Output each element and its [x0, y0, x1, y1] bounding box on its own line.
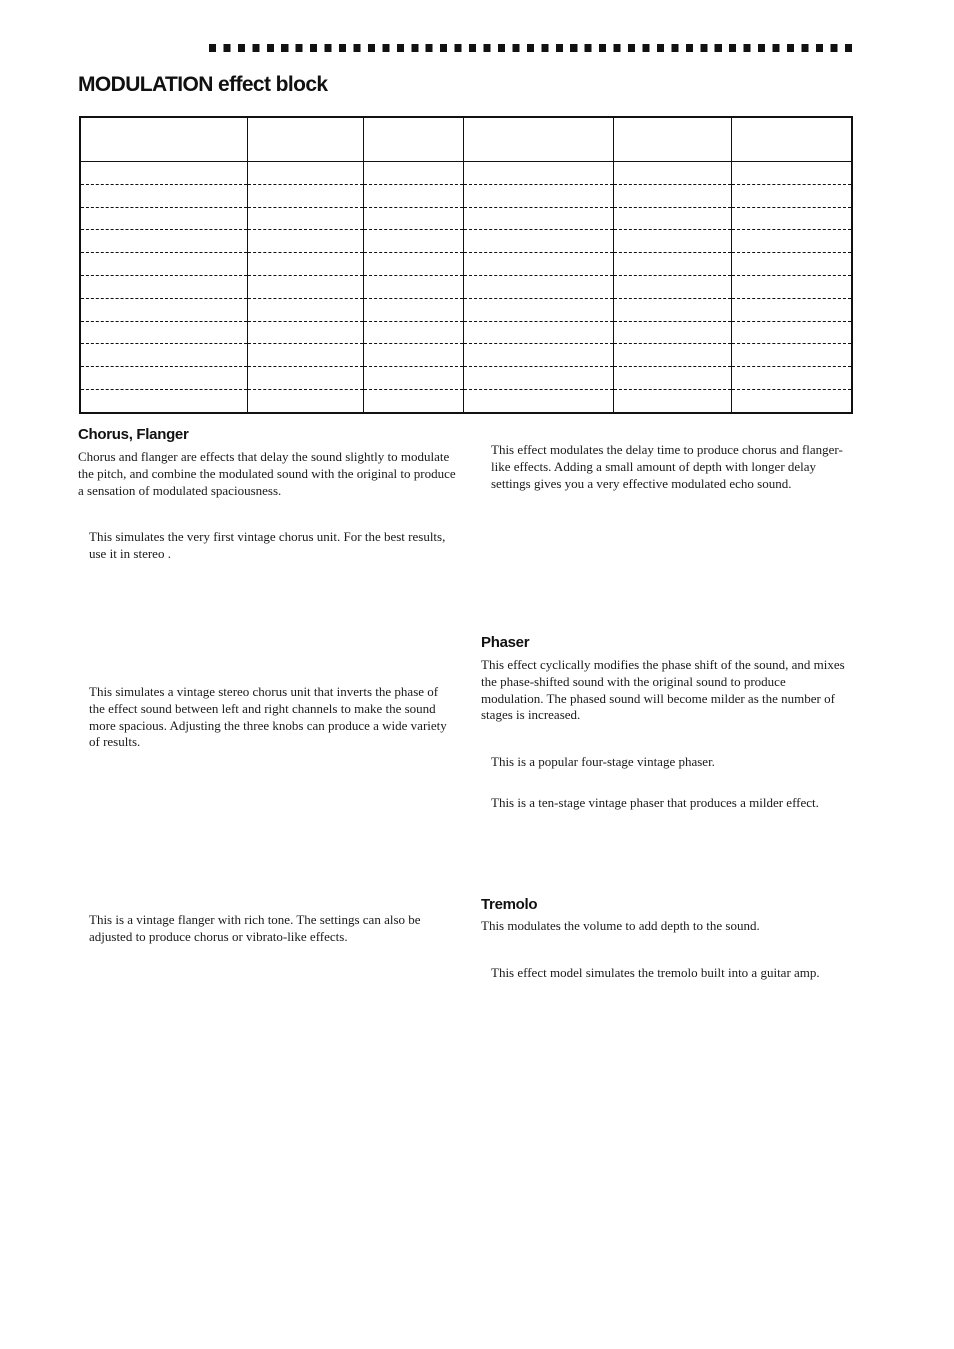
table-body	[80, 162, 852, 413]
table-cell	[463, 207, 613, 230]
table-cell	[363, 253, 463, 276]
table-cell	[80, 367, 247, 390]
table-row	[80, 207, 852, 230]
table-cell	[80, 321, 247, 344]
table-cell	[613, 207, 731, 230]
table-cell	[613, 230, 731, 253]
tremolo-heading: Tremolo	[481, 896, 538, 913]
table-cell	[463, 230, 613, 253]
table-cell	[247, 344, 363, 367]
table-cell	[247, 275, 363, 298]
amp-tremolo-description: This effect model simulates the tremolo built into a guitar amp.	[491, 965, 820, 980]
table-row	[80, 298, 852, 321]
table-cell	[247, 207, 363, 230]
table-cell	[80, 253, 247, 276]
table-cell	[463, 162, 613, 185]
table-cell	[80, 344, 247, 367]
table-cell	[247, 389, 363, 412]
table-row	[80, 253, 852, 276]
table-cell	[363, 162, 463, 185]
table-cell	[613, 275, 731, 298]
table-cell	[463, 344, 613, 367]
table-header-row	[80, 117, 852, 162]
table-cell	[363, 389, 463, 412]
table-cell	[731, 184, 852, 207]
table-cell	[247, 184, 363, 207]
phaser-intro: This effect cyclically modifies the phase shift of the sound, and mixes the phase-shifted sound with the original sound to produce modulation. The phased sound will become milder as the number of stages is increased.	[481, 657, 845, 723]
table-cell	[463, 367, 613, 390]
table-cell	[731, 344, 852, 367]
mod-delay-description: This effect modulates the delay time to produce chorus and flanger-like effects. Adding a small amount of depth with longer delay settings gives you a very effective modulated echo sound.	[491, 442, 843, 491]
stereo-chorus-description: This simulates a vintage stereo chorus unit that inverts the phase of the effect sound between left and right channels to make the sound more spacious. Adjusting the three knobs can produce a wide variety of results.	[89, 684, 447, 750]
table-cell	[731, 230, 852, 253]
table-cell	[613, 253, 731, 276]
phaser-heading: Phaser	[481, 634, 530, 651]
table-cell	[247, 253, 363, 276]
tremolo-intro: This modulates the volume to add depth to the sound.	[481, 918, 760, 933]
chorus-flanger-heading: Chorus, Flanger	[78, 426, 189, 443]
table-row	[80, 321, 852, 344]
chorus-flanger-intro: Chorus and flanger are effects that delay the sound slightly to modulate the pitch, and combine the modulated sound with the original to produce a sensation of modulated spaciousness.	[78, 449, 456, 498]
table-header-cell	[363, 117, 463, 162]
table-row	[80, 367, 852, 390]
table-cell	[247, 162, 363, 185]
table-cell	[463, 298, 613, 321]
table-cell	[613, 184, 731, 207]
table-cell	[731, 207, 852, 230]
table-header-cell	[80, 117, 247, 162]
table-row	[80, 184, 852, 207]
page-title: MODULATION effect block	[78, 73, 328, 96]
table-cell	[463, 389, 613, 412]
table-cell	[613, 344, 731, 367]
table-cell	[463, 321, 613, 344]
table-cell	[463, 253, 613, 276]
table-cell	[731, 367, 852, 390]
table-row	[80, 344, 852, 367]
table-cell	[363, 367, 463, 390]
parameter-table	[79, 116, 853, 414]
table-cell	[363, 230, 463, 253]
four-stage-phaser-description: This is a popular four-stage vintage phaser.	[491, 754, 715, 769]
table-cell	[463, 184, 613, 207]
table-row	[80, 162, 852, 185]
table-cell	[731, 321, 852, 344]
vintage-chorus-description: This simulates the very first vintage chorus unit. For the best results, use it in stereo .	[89, 529, 446, 561]
table-cell	[613, 298, 731, 321]
vintage-flanger-description: This is a vintage flanger with rich tone. The settings can also be adjusted to produce chorus or vibrato-like effects.	[89, 912, 421, 944]
table-cell	[247, 321, 363, 344]
table-cell	[731, 253, 852, 276]
table-cell	[80, 298, 247, 321]
table-cell	[731, 275, 852, 298]
ten-stage-phaser-description: This is a ten-stage vintage phaser that produces a milder effect.	[491, 795, 819, 810]
table-cell	[613, 367, 731, 390]
table-cell	[363, 275, 463, 298]
table-cell	[613, 321, 731, 344]
table-cell	[247, 367, 363, 390]
table-cell	[363, 207, 463, 230]
decorative-dot-rule	[209, 44, 854, 52]
table-cell	[80, 184, 247, 207]
table-cell	[613, 162, 731, 185]
table-cell	[463, 275, 613, 298]
table-cell	[363, 321, 463, 344]
table-header-cell	[613, 117, 731, 162]
table-header-cell	[731, 117, 852, 162]
table-cell	[731, 162, 852, 185]
table-header-cell	[247, 117, 363, 162]
table-cell	[731, 298, 852, 321]
table-cell	[80, 207, 247, 230]
table-cell	[731, 389, 852, 412]
table-row	[80, 389, 852, 412]
table-cell	[80, 389, 247, 412]
table-cell	[80, 230, 247, 253]
table-cell	[363, 298, 463, 321]
table-cell	[247, 298, 363, 321]
table-cell	[363, 184, 463, 207]
table-cell	[613, 389, 731, 412]
table-row	[80, 230, 852, 253]
table-cell	[247, 230, 363, 253]
table-cell	[363, 344, 463, 367]
table-cell	[80, 162, 247, 185]
table-row	[80, 275, 852, 298]
table-header-cell	[463, 117, 613, 162]
table-cell	[80, 275, 247, 298]
